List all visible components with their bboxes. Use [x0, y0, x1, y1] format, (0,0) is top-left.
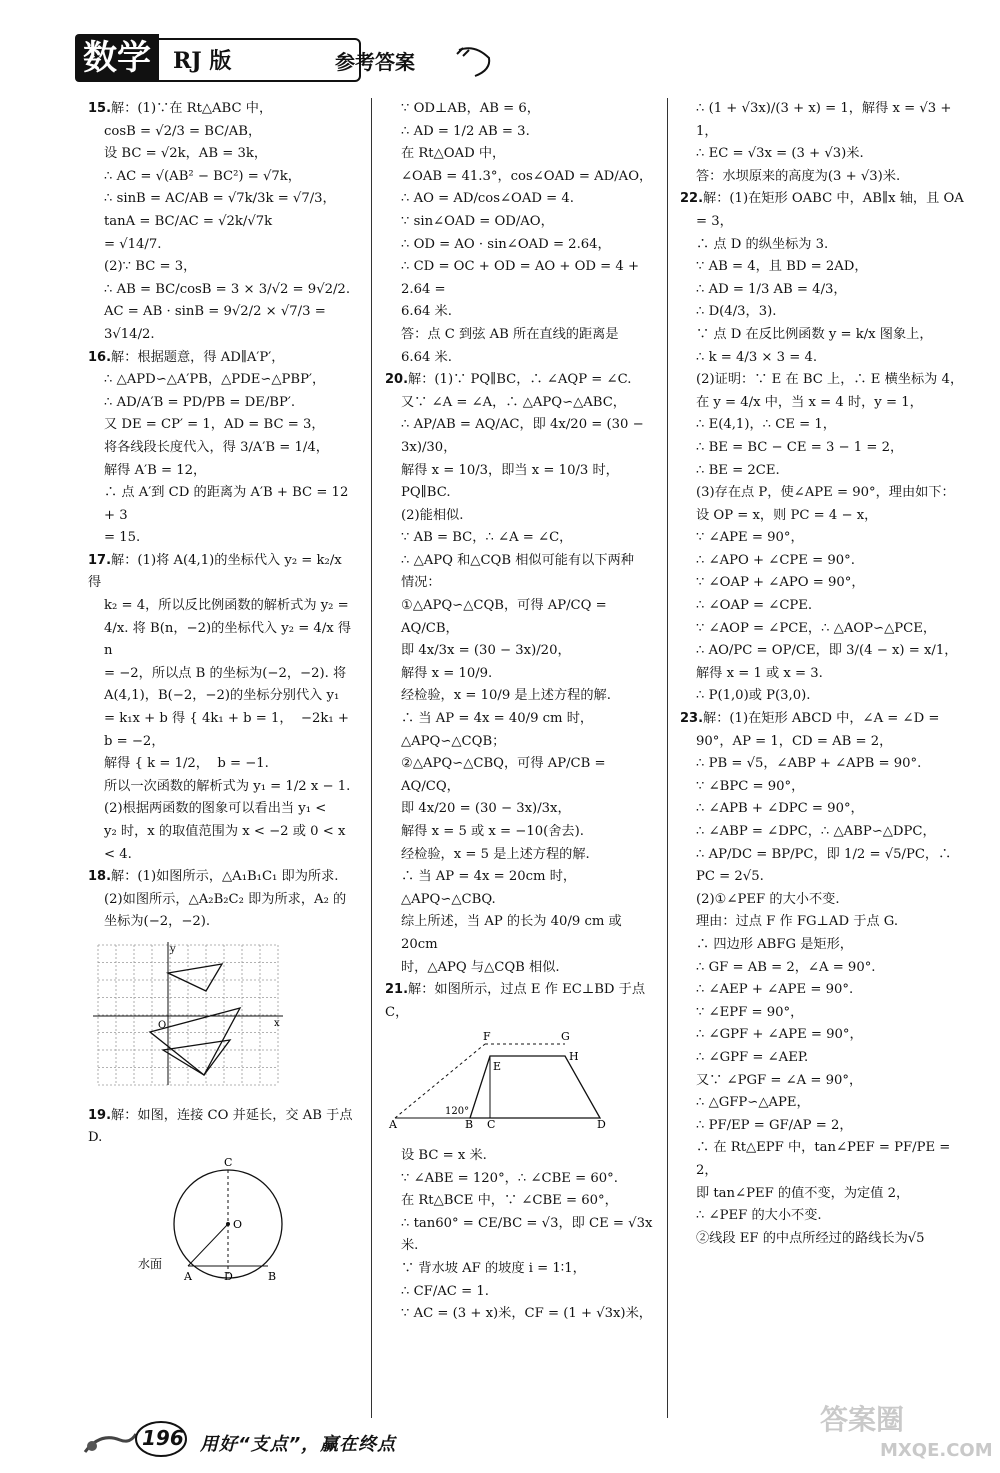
answer-line	[680, 708, 965, 731]
answer-text: ∴ ∠GPF + ∠APE = 90°，	[696, 1027, 863, 1043]
answer-line	[88, 844, 356, 867]
answer-text: = √14/7.	[104, 236, 162, 252]
answer-line	[680, 1115, 965, 1138]
answer-line	[680, 889, 965, 912]
page-header	[75, 34, 495, 86]
answer-column-3	[680, 98, 965, 1250]
answer-line	[680, 347, 965, 370]
answer-text: 解：如图所示，过点 E 作 EC⊥BD 于点 C，	[385, 982, 650, 1020]
answer-line	[88, 256, 356, 279]
answer-line	[385, 911, 655, 956]
answer-text: ∴ PF/EP = GF/AP = 2，	[696, 1117, 853, 1133]
answer-text: ∵ sin∠OAD = OD/AO，	[401, 213, 554, 229]
answer-line	[385, 347, 655, 370]
answer-text: ∵ ∠APE = 90°，	[696, 530, 804, 546]
question-number: 21.	[385, 982, 409, 998]
answer-text: 90°，AP = 1，CD = AB = 2，	[696, 733, 893, 749]
answer-text: 在 Rt△BCE 中，∵ ∠CBE = 60°，	[401, 1193, 618, 1209]
answer-text: ∴ AC = √(AB² − BC²) = √7k，	[104, 168, 301, 184]
answer-text: ①△APQ∽△CQB，可得 AP/CQ = AQ/CB，	[401, 598, 611, 636]
edition-label: RJ 版	[173, 48, 232, 74]
answer-text: ∴ △APD∽△A′PB，△PDE∽△PBP′，	[104, 372, 326, 388]
answer-line	[680, 776, 965, 799]
answer-text: ∴ E(4,1)，∴ CE = 1，	[696, 417, 836, 433]
answer-text: = 3，	[696, 213, 733, 229]
answer-text: (3)存在点 P，使∠APE = 90°，理由如下：	[696, 485, 955, 501]
answer-line	[88, 618, 356, 663]
answer-line	[88, 595, 356, 618]
answer-line	[385, 121, 655, 144]
answer-line	[680, 934, 965, 957]
answer-line	[88, 1105, 356, 1150]
answer-line	[680, 301, 965, 324]
answer-text: 在 y = 4/x 中，当 x = 4 时，y = 1，	[696, 394, 923, 410]
answer-line	[385, 821, 655, 844]
answer-text: ∴ △GFP∽△APE，	[696, 1095, 810, 1111]
answer-text: ∵ AC = (3 + x)米，CF = (1 + √3x)米，	[401, 1306, 652, 1322]
answer-line	[680, 527, 965, 550]
answer-text: 综上所述，当 AP 的长为 40/9 cm 或 20cm	[401, 914, 626, 952]
answer-text: ∴ 四边形 ABFG 是矩形，	[696, 936, 853, 952]
answer-text: k₂ = 4，所以反比例函数的解析式为 y₂ =	[104, 598, 349, 614]
answer-text: 解：(1)将 A(4,1)的坐标代入 y₂ = k₂/x 得	[88, 552, 346, 591]
answer-line	[385, 753, 655, 798]
question-number: 19.	[88, 1107, 112, 1123]
question-number: 20.	[385, 372, 409, 388]
answer-text: ∴ AO = AD/cos∠OAD = 4.	[401, 191, 574, 207]
answer-line	[385, 188, 655, 211]
answer-text: ∵ 背水坡 AF 的坡度 i = 1∶1，	[401, 1260, 586, 1276]
answer-line	[88, 911, 356, 934]
answer-line	[385, 369, 655, 392]
answer-text: 6.64 米.	[401, 304, 452, 320]
answer-text: = −2，所以点 B 的坐标为(−2，−2). 将	[104, 665, 347, 681]
subject-label: 数学	[75, 34, 159, 82]
svg-text:120°: 120°	[445, 1106, 470, 1118]
answer-text: ∴ ∠AEP + ∠APE = 90°.	[696, 982, 854, 998]
answer-line	[680, 1228, 965, 1251]
answer-line	[88, 369, 356, 392]
answer-line	[680, 1070, 965, 1093]
answer-text: 坐标为(−2，−2).	[104, 914, 211, 930]
answer-line	[385, 256, 655, 301]
circle-figure	[88, 1156, 288, 1296]
svg-text:D: D	[597, 1118, 606, 1131]
answer-line	[385, 957, 655, 980]
decorative-figure-icon	[80, 1422, 140, 1458]
answer-text: 答：点 C 到弦 AB 所在直线的距离是	[401, 326, 619, 342]
answer-column-2	[385, 98, 655, 1326]
answer-line	[385, 550, 655, 573]
answer-line	[680, 392, 965, 415]
answer-text: 即 tan∠PEF 的值不变，为定值 2，	[696, 1185, 910, 1201]
answer-text: ∴ CD = OC + OD = AO + OD = 4 + 2.64 =	[401, 259, 644, 297]
answer-text: 解：(1)在矩形 OABC 中，AB∥x 轴，且 OA	[703, 191, 964, 207]
answer-text: 设 OP = x，则 PC = 4 − x，	[696, 507, 878, 523]
svg-text:y: y	[170, 943, 176, 955]
answer-line	[88, 798, 356, 821]
answer-line	[680, 482, 965, 505]
answer-text: ②线段 EF 的中点所经过的路线长为√5	[696, 1230, 925, 1246]
answer-text: ∴ EC = √3x = (3 + √3)米.	[696, 146, 864, 162]
answer-line	[88, 482, 356, 527]
svg-text:A: A	[184, 1269, 192, 1283]
answer-text: 在 Rt△OAD 中，	[401, 146, 506, 162]
answer-text: ∴ AP/DC = BP/PC，即 1/2 = √5/PC，∴ PC = 2√5.	[696, 846, 956, 885]
answer-line	[680, 844, 965, 889]
answer-text: ∴ △APQ 和△CQB 相似可能有以下两种	[401, 552, 634, 568]
answer-line	[88, 234, 356, 257]
answer-text: 又∵ ∠PGF = ∠A = 90°，	[696, 1072, 863, 1088]
answer-text: ∴ OD = AO · sin∠OAD = 2.64，	[401, 236, 611, 252]
answer-text: ∴ PB = √5，∠ABP + ∠APB = 90°.	[696, 756, 922, 772]
answer-text: ∵ OD⊥AB，AB = 6，	[401, 101, 540, 116]
answer-text: ∴ ∠PEF 的大小不变.	[696, 1208, 822, 1224]
question-number: 18.	[88, 869, 112, 885]
answer-text: 理由：过点 F 作 FG⊥AD 于点 G.	[696, 914, 899, 930]
answer-text: (2)能相似.	[401, 507, 464, 523]
footer-slogan: 用好“支点”，赢在终点	[200, 1434, 397, 1455]
answer-line	[88, 708, 356, 753]
answer-text: ∵ ∠OAP + ∠APO = 90°，	[696, 575, 865, 591]
column-divider	[371, 98, 372, 1418]
answer-text: 设 BC = x 米.	[401, 1147, 487, 1163]
answer-line	[385, 595, 655, 640]
answer-text: 解得 x = 5 或 x = −10(舍去).	[401, 824, 584, 839]
answer-line	[385, 301, 655, 324]
svg-text:E: E	[493, 1060, 502, 1074]
answer-line	[680, 1002, 965, 1025]
answer-line	[88, 414, 356, 437]
section-title: 参考答案	[335, 50, 415, 74]
answer-text: ∵ ∠ABE = 120°，∴ ∠CBE = 60°.	[401, 1170, 618, 1186]
answer-line	[680, 595, 965, 618]
answer-text: 4/x. 将 B(n，−2)的坐标代入 y₂ = 4/x 得 n	[104, 620, 356, 659]
answer-line	[385, 1258, 655, 1281]
answer-text: ∵ ∠BPC = 90°，	[696, 778, 805, 794]
answer-text: ∠OAB = 41.3°，cos∠OAD = AD/AO，	[401, 168, 653, 184]
answer-text: ∵ AB = BC，∴ ∠A = ∠C，	[401, 530, 573, 546]
answer-text: 6.64 米.	[401, 349, 452, 365]
svg-text:G: G	[561, 1030, 570, 1044]
answer-text: ∴ ∠ABP = ∠DPC，∴ △ABP∽△DPC，	[696, 824, 936, 839]
answer-line	[680, 753, 965, 776]
answer-line	[385, 211, 655, 234]
svg-text:F: F	[483, 1030, 491, 1044]
answer-text: 所以一次函数的解析式为 y₁ = 1/2 x − 1.	[104, 778, 351, 794]
answer-line	[385, 1303, 655, 1326]
answer-text: 即 4x/20 = (30 − 3x)/3x，	[401, 801, 571, 817]
answer-text: 解得 x = 10/3，即当 x = 10/3 时，PQ∥BC.	[401, 462, 619, 501]
answer-text: 解得 x = 10/9.	[401, 665, 493, 681]
watermark-logo: 答案圈	[820, 1403, 905, 1436]
page-number: 196	[142, 1426, 184, 1450]
answer-text: ∴ AD/A′B = PD/PB = DE/BP′.	[104, 394, 296, 410]
answer-text: y₂ 时，x 的取值范围为 x < −2 或 0 < x	[104, 824, 346, 839]
answer-column-1	[88, 98, 356, 1310]
answer-text: ∵ ∠EPF = 90°，	[696, 1004, 804, 1020]
answer-line	[88, 279, 356, 302]
svg-text:水面: 水面	[138, 1256, 163, 1271]
answer-line	[88, 392, 356, 415]
answer-line	[680, 663, 965, 686]
answer-line	[88, 550, 356, 595]
svg-text:O: O	[158, 1019, 167, 1031]
answer-text: ∴ AP/AB = AQ/AC，即 4x/20 = (30 − 3x)/30，	[401, 417, 648, 455]
svg-text:B: B	[465, 1118, 474, 1131]
answer-line	[88, 188, 356, 233]
answer-line	[680, 957, 965, 980]
answer-line	[680, 143, 965, 166]
answer-line	[385, 414, 655, 459]
answer-line	[385, 98, 655, 121]
answer-line	[385, 640, 655, 663]
answer-line	[680, 460, 965, 483]
answer-line	[680, 1024, 965, 1047]
answer-line	[385, 1168, 655, 1191]
answer-text: (2)根据两函数的图象可以看出当 y₁ <	[104, 801, 327, 817]
answer-line	[680, 731, 965, 754]
answer-line	[680, 550, 965, 573]
answer-line	[385, 505, 655, 528]
answer-line	[385, 663, 655, 686]
answer-text: ∴ (1 + √3x)/(3 + x) = 1，解得 x = √3 + 1，	[696, 101, 956, 139]
circle-figure-wrap	[88, 1156, 356, 1305]
answer-text: 解：(1)如图所示，△A₁B₁C₁ 即为所求.	[111, 869, 339, 885]
svg-text:H: H	[569, 1050, 579, 1064]
answer-line	[680, 821, 965, 844]
answer-text: ∴ ∠OAP = ∠CPE.	[696, 598, 813, 614]
answer-line	[385, 1281, 655, 1304]
answer-line	[680, 211, 965, 234]
answer-text: ∴ P(1,0)或 P(3,0).	[696, 688, 811, 704]
dam-trapezoid-figure	[385, 1030, 615, 1130]
answer-text: 情况：	[401, 575, 441, 591]
answer-text: 解得 x = 1 或 x = 3.	[696, 665, 823, 681]
answer-line	[88, 98, 356, 121]
svg-text:A: A	[389, 1118, 397, 1131]
answer-text: = 15.	[104, 530, 141, 546]
answer-text: 将各线段长度代入，得 3/A′B = 1/4，	[104, 439, 329, 455]
answer-line	[385, 798, 655, 821]
answer-text: 解：根据题意，得 AD∥A′P′，	[111, 349, 285, 365]
answer-line	[88, 166, 356, 189]
answer-text: ∴ 在 Rt△EPF 中，tan∠PEF = PF/PE = 2，	[696, 1140, 955, 1178]
answer-line	[88, 527, 356, 550]
svg-text:C: C	[487, 1118, 496, 1131]
question-number: 16.	[88, 349, 112, 365]
answer-line	[88, 889, 356, 912]
svg-text:C: C	[224, 1155, 233, 1169]
answer-line	[88, 143, 356, 166]
answer-line	[680, 572, 965, 595]
answer-text: AC = AB · sinB = 9√2/2 × √7/3 = 3√14/2.	[104, 304, 330, 342]
answer-text: 解：(1)在矩形 ABCD 中，∠A = ∠D =	[703, 711, 940, 727]
answer-line	[385, 1213, 655, 1258]
answer-line	[680, 437, 965, 460]
answer-line	[385, 1190, 655, 1213]
answer-text: ∴ CF/AC = 1.	[401, 1283, 489, 1299]
question-number: 23.	[680, 711, 704, 727]
answer-line	[680, 256, 965, 279]
answer-text: 经检验，x = 5 是上述方程的解.	[401, 846, 590, 862]
svg-text:x: x	[274, 1017, 280, 1029]
answer-text: ∴ GF = AB = 2，∠A = 90°.	[696, 959, 876, 975]
svg-text:D: D	[224, 1269, 233, 1283]
trap-figure-wrap	[385, 1030, 655, 1139]
answer-line	[680, 505, 965, 528]
answer-line	[385, 866, 655, 911]
answer-line	[88, 776, 356, 799]
answer-text: ∴ 点 A′到 CD 的距离为 A′B + BC = 12 + 3	[104, 485, 353, 523]
answer-text: = k₁x + b 得 { 4k₁ + b = 1， −2k₁ + b = −2，	[104, 711, 354, 749]
answer-line	[385, 166, 655, 189]
answer-line	[385, 979, 655, 1024]
answer-text: ∵ AB = 4，且 BD = 2AD，	[696, 259, 868, 275]
answer-text: 解：(1)∵在 Rt△ABC 中，	[111, 101, 273, 116]
answer-text: (2)∵ BC = 3，	[104, 259, 197, 275]
answer-text: 设 BC = √2k，AB = 3k，	[104, 146, 268, 162]
answer-line	[680, 98, 965, 143]
answer-text: 解：如图，连接 CO 并延长，交 AB 于点 D.	[88, 1107, 357, 1146]
answer-text: 即 4x/3x = (30 − 3x)/20，	[401, 643, 571, 659]
answer-line	[385, 324, 655, 347]
answer-text: ∴ sinB = AC/AB = √7k/3k = √7/3，tanA = BC/AC = √2k/√7k	[104, 191, 336, 229]
answer-line	[680, 166, 965, 189]
answer-text: ∴ tan60° = CE/BC = √3，即 CE = √3x 米.	[401, 1215, 657, 1254]
answer-text: ∴ 点 D 的纵坐标为 3.	[696, 236, 829, 252]
answer-text: ∴ AO/PC = OP/CE，即 3/(4 − x) = x/1，	[696, 643, 958, 659]
answer-text: ∵ ∠AOP = ∠PCE，∴ △AOP∽△PCE，	[696, 620, 937, 636]
svg-text:B: B	[268, 1269, 277, 1283]
answer-line	[680, 640, 965, 663]
answer-text: 解得 { k = 1/2， b = −1.	[104, 756, 269, 772]
answer-text: ∴ D(4/3，3).	[696, 304, 777, 320]
answer-text: ∴ ∠APB + ∠DPC = 90°，	[696, 801, 864, 817]
question-number: 15.	[88, 101, 112, 116]
answer-line	[88, 460, 356, 483]
answer-line	[88, 437, 356, 460]
answer-line	[680, 1092, 965, 1115]
answer-line	[88, 753, 356, 776]
answer-text: (2)①∠PEF 的大小不变.	[696, 891, 840, 907]
answer-text: (2)如图所示，△A₂B₂C₂ 即为所求，A₂ 的	[104, 891, 347, 907]
answer-line	[680, 618, 965, 641]
answer-text: 解：(1)∵ PQ∥BC，∴ ∠AQP = ∠C.	[408, 372, 632, 388]
answer-line	[88, 121, 356, 144]
answer-text: 解得 A′B = 12，	[104, 462, 207, 478]
answer-line	[385, 708, 655, 753]
answer-text: ∴ BE = BC − CE = 3 − 1 = 2，	[696, 439, 904, 455]
answer-line	[385, 460, 655, 505]
answer-line	[385, 392, 655, 415]
answer-line	[680, 685, 965, 708]
answer-text: ∴ AD = 1/2 AB = 3.	[401, 123, 530, 139]
answer-text: ∴ AD = 1/3 AB = 4/3，	[696, 281, 847, 297]
answer-line	[385, 143, 655, 166]
answer-line	[680, 414, 965, 437]
answer-line	[88, 685, 356, 708]
column-divider	[667, 98, 668, 1418]
answer-line	[680, 798, 965, 821]
answer-text: ∴ k = 4/3 × 3 = 4.	[696, 349, 818, 365]
answer-text: < 4.	[104, 846, 132, 862]
answer-line	[385, 527, 655, 550]
answer-text: ∴ ∠GPF = ∠AEP.	[696, 1049, 809, 1065]
answer-line	[385, 572, 655, 595]
answer-text: ∴ AB = BC/cosB = 3 × 3/√2 = 9√2/2.	[104, 281, 351, 297]
answer-text: 时，△APQ 与△CQB 相似.	[401, 959, 560, 975]
answer-line	[385, 844, 655, 867]
answer-line	[680, 279, 965, 302]
answer-text: ∵ 点 D 在反比例函数 y = k/x 图象上，	[696, 326, 933, 342]
answer-text: 答：水坝原来的高度为(3 + √3)米.	[696, 168, 901, 184]
answer-text: A(4,1)，B(−2，−2)的坐标分别代入 y₁	[104, 688, 340, 704]
answer-text: ②△APQ∽△CBQ，可得 AP/CB = AQ/CQ，	[401, 756, 610, 794]
answer-text: 经检验，x = 10/9 是上述方程的解.	[401, 688, 611, 704]
answer-line	[680, 1047, 965, 1070]
answer-line	[680, 1137, 965, 1182]
answer-line	[680, 979, 965, 1002]
answer-line	[680, 1183, 965, 1206]
answer-text: (2)证明：∵ E 在 BC 上，∴ E 横坐标为 4，	[696, 372, 964, 388]
grid-figure-wrap	[88, 940, 356, 1099]
answer-text: ∴ ∠APO + ∠CPE = 90°.	[696, 552, 855, 568]
answer-text: cosB = √2/3 = BC/AB，	[104, 123, 262, 139]
answer-line	[680, 369, 965, 392]
answer-line	[88, 866, 356, 889]
page-footer	[80, 1418, 500, 1462]
answer-line	[385, 1145, 655, 1168]
answer-line	[88, 821, 356, 844]
watermark-url: MXQE.COM	[880, 1440, 993, 1461]
answer-line	[680, 911, 965, 934]
svg-text:O: O	[233, 1217, 243, 1231]
answer-line	[680, 188, 965, 211]
answer-text: ∴ 当 AP = 4x = 40/9 cm 时，△APQ∽△CQB；	[401, 711, 594, 749]
answer-line	[88, 663, 356, 686]
answer-text: 又 DE = CP′ = 1，AD = BC = 3，	[104, 417, 325, 433]
arrow-icon	[455, 40, 495, 80]
answer-text: 又∵ ∠A = ∠A，∴ △APQ∽△ABC，	[401, 394, 626, 410]
coordinate-grid-figure	[88, 940, 288, 1090]
answer-line	[680, 1205, 965, 1228]
question-number: 17.	[88, 552, 112, 568]
answer-line	[88, 301, 356, 346]
answer-line	[385, 685, 655, 708]
answer-line	[88, 347, 356, 370]
answer-line	[385, 234, 655, 257]
question-number: 22.	[680, 191, 704, 207]
answer-text: ∴ BE = 2CE.	[696, 462, 780, 478]
answer-line	[680, 324, 965, 347]
answer-text: ∴ 当 AP = 4x = 20cm 时，△APQ∽△CBQ.	[401, 869, 577, 907]
answer-line	[680, 234, 965, 257]
